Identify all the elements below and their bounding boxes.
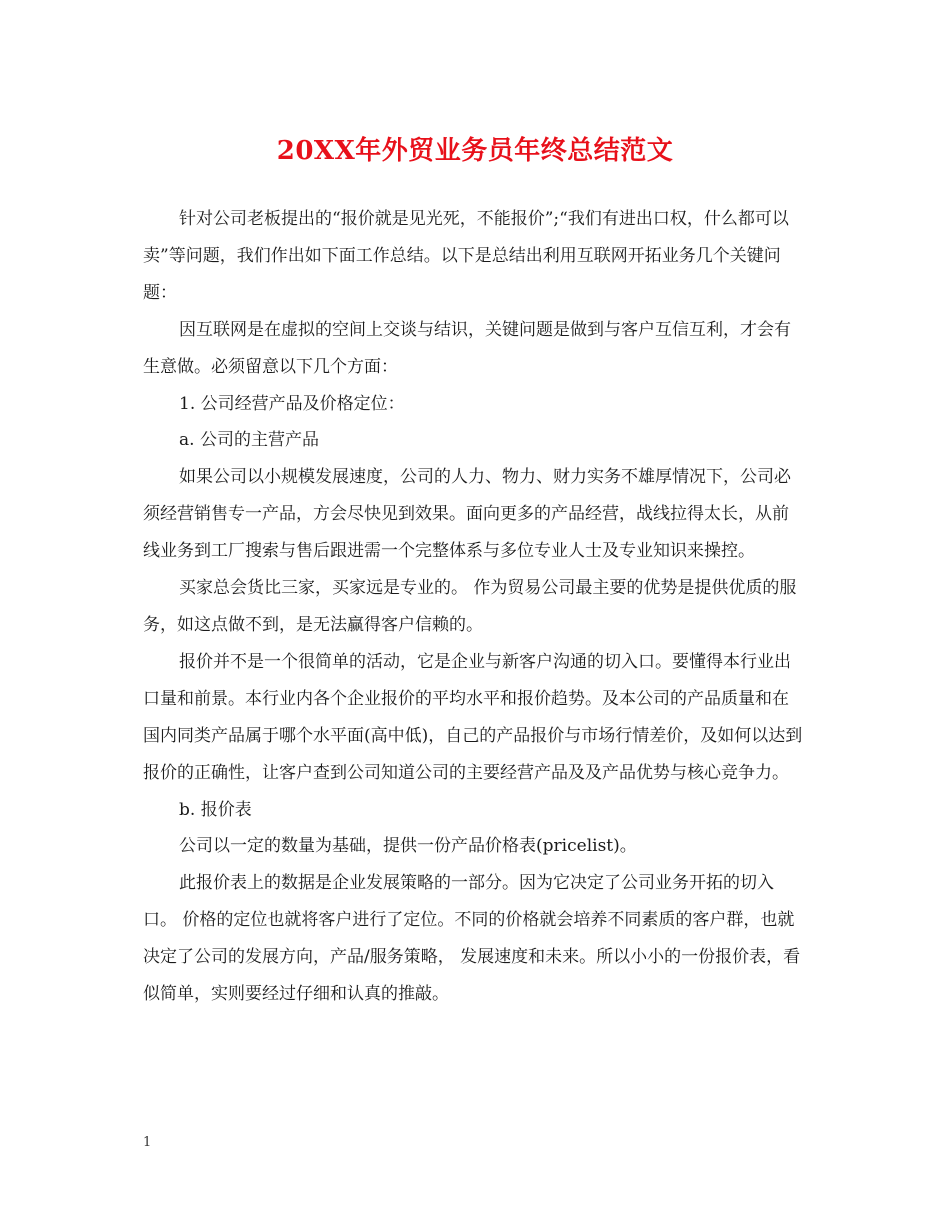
paragraph-internet-trust: 因互联网是在虚拟的空间上交谈与结识，关键问题是做到与客户互信互利，才会有生意做。必须留意以下几个方面： [143,319,792,377]
paragraph-small-scale: 如果公司以小规模发展速度，公司的人力、物力、财力实务不雄厚情况下，公司必须经营销售专一产品，方会尽快见到效果。面向更多的产品经营，战线拉得太长，从前线业务到工厂搜索与售后跟进需一个完整体系与多位专业人士及专业知识来操控。 [143,467,792,562]
paragraph-buyers: 买家总会货比三家，买家远是专业的。 作为贸易公司最主要的优势是提供优质的服务，如这点做不到，是无法赢得客户信赖的。 [143,578,797,635]
document-body [143,201,803,1013]
subheading-main-products: a. 公司的主营产品 [179,430,319,451]
document-title: 20XX年外贸业务员年终总结范文 [276,136,674,166]
paragraph-quotation: 报价并不是一个很简单的活动，它是企业与新客户沟通的切入口。要懂得本行业出口量和前景。本行业内各个企业报价的平均水平和报价趋势。及本公司的产品质量和在国内同类产品属于哪个水平面(高中低)，自己的产品报价与市场行情差价，及如何以达到报价的正确性，让客户查到公司知道公司的主要经营产品及及产品优势与核心竞争力。 [143,651,803,783]
paragraph-intro: 针对公司老板提出的“报价就是见光死，不能报价”;“我们有进出口权，什么都可以卖”等问题，我们作出如下面工作总结。以下是总结出利用互联网开拓业务几个关键问题： [143,209,789,303]
heading-product-pricing: 1. 公司经营产品及价格定位： [179,393,405,414]
paragraph-price-list-basis: 公司以一定的数量为基础，提供一份产品价格表(pricelist)。 [179,836,637,857]
subheading-price-list: b. 报价表 [179,799,252,820]
page-number: 1 [143,1135,152,1150]
paragraph-price-list-strategy: 此报价表上的数据是企业发展策略的一部分。因为它决定了公司业务开拓的切入口。 价格的定位也就将客户进行了定位。不同的价格就会培养不同素质的客户群，也就决定了公司的发展方向，产品/服务策略， 发展速度和未来。所以小小的一份报价表，看似简单，实则要经过仔细和认真的推敲。 [143,873,801,1005]
